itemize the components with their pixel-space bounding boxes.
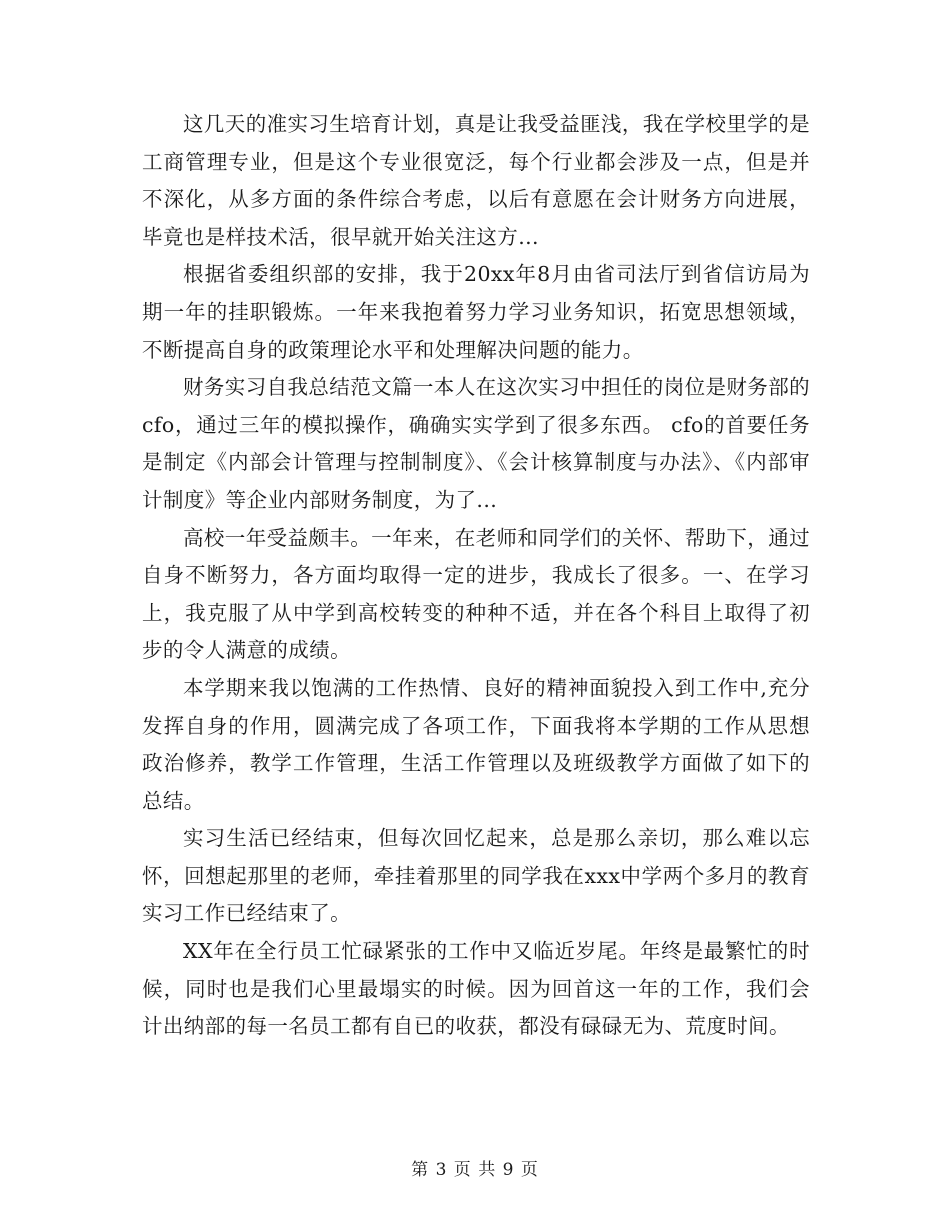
paragraph-5: 本学期来我以饱满的工作热情、良好的精神面貌投入到工作中,充分发挥自身的作用，圆满完成了各项工作，下面我将本学期的工作从思想政治修养，教学工作管理，生活工作管理以及班级教学方面做了如下的总结。 [142,675,810,813]
document-body [142,106,810,1046]
paragraph-6: 实习生活已经结束，但每次回忆起来，总是那么亲切，那么难以忘怀，回想起那里的老师，牵挂着那里的同学我在xxx中学两个多月的教育实习工作已经结束了。 [142,826,810,926]
paragraph-7: XX年在全行员工忙碌紧张的工作中又临近岁尾。年终是最繁忙的时候，同时也是我们心里最塌实的时候。因为回首这一年的工作，我们会计出纳部的每一名员工都有自已的收获，都没有碌碌无为、荒度时间。 [142,939,810,1039]
paragraph-1: 这几天的准实习生培育计划，真是让我受益匪浅，我在学校里学的是工商管理专业，但是这个专业很宽泛，每个行业都会涉及一点，但是并不深化，从多方面的条件综合考虑，以后有意愿在会计财务方向进展，毕竟也是样技术活，很早就开始关注这方... [142,112,810,249]
paragraph-3: 财务实习自我总结范文篇一本人在这次实习中担任的岗位是财务部的cfo，通过三年的模拟操作，确确实实学到了很多东西。 cfo的首要任务是制定《内部会计管理与控制制度》、《会计核算制度与办法》、《内部审计制度》等企业内部财务制度，为了... [142,375,810,512]
page-number-footer: 第 3 页 共 9 页 [411,1160,539,1180]
paragraph-2: 根据省委组织部的安排，我于20xx年8月由省司法厅到省信访局为期一年的挂职锻炼。一年来我抱着努力学习业务知识，拓宽思想领域，不断提高自身的政策理论水平和处理解决问题的能力。 [142,262,810,362]
paragraph-4: 高校一年受益颇丰。一年来，在老师和同学们的关怀、帮助下，通过自身不断努力，各方面均取得一定的进步，我成长了很多。一、在学习上，我克服了从中学到高校转变的种种不适，并在各个科目上取得了初步的令人满意的成绩。 [142,525,810,663]
